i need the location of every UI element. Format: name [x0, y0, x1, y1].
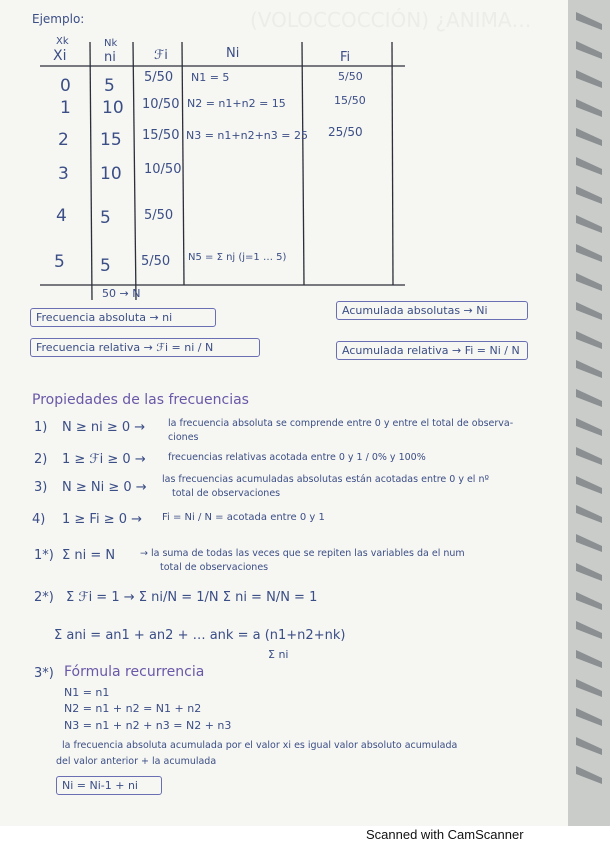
example-title: Ejemplo: — [32, 12, 85, 26]
cell-n: 10 — [102, 98, 124, 118]
cell-n: 10 — [100, 164, 122, 184]
cell-f: 15/50 — [142, 128, 180, 143]
footer-text: Scanned with CamScanner — [366, 827, 524, 842]
cell-n: 5 — [100, 256, 111, 276]
cell-f: 5/50 — [144, 70, 174, 85]
box-acumulada-absolutas: Acumulada absolutas → Ni — [336, 301, 528, 320]
box-acumulada-relativa: Acumulada relativa → Fi = Ni / N — [336, 341, 528, 360]
box-frecuencia-absoluta: Frecuencia absoluta → ni — [30, 308, 216, 327]
header-xk: Xk — [56, 36, 69, 47]
header-ni: ni — [104, 50, 116, 65]
cell-F: 5/50 — [338, 70, 363, 83]
cell-F: 15/50 — [334, 94, 366, 107]
cell-n: 15 — [100, 130, 122, 150]
cell-N: N2 = n1+n2 = 15 — [187, 97, 286, 110]
box-frecuencia-relativa: Frecuencia relativa → ℱi = ni / N — [30, 338, 260, 357]
cell-x: 1 — [60, 98, 71, 118]
properties-title: Propiedades de las frecuencias — [32, 392, 249, 408]
recurrence-title: Fórmula recurrencia — [64, 664, 205, 680]
cell-f: 5/50 — [144, 208, 174, 223]
table-total: 50 → N — [102, 287, 141, 300]
cell-n: 5 — [104, 76, 115, 96]
cell-N: N3 = n1+n2+n3 = 25 — [186, 129, 308, 142]
cell-f: 5/50 — [141, 254, 171, 269]
cell-x: 3 — [58, 164, 69, 184]
cell-N: N1 = 5 — [191, 71, 230, 84]
header-Ni: Ni — [226, 46, 240, 61]
cell-x: 5 — [54, 252, 65, 272]
cell-f: 10/50 — [142, 97, 180, 112]
header-xi: Xi — [53, 48, 67, 64]
cell-n: 5 — [100, 208, 111, 228]
faint-heading: (VOLOCCOCCIÓN) ¿ANIMA… — [250, 8, 532, 32]
header-fi-small: ℱi — [154, 48, 168, 63]
cell-N: N5 = Σ nj (j=1 … 5) — [188, 252, 287, 263]
cell-x: 2 — [58, 130, 69, 150]
recurrence-formula-box: Ni = Ni-1 + ni — [56, 776, 162, 795]
header-nk: Nk — [104, 38, 118, 49]
scanner-footer — [0, 826, 610, 848]
cell-f: 10/50 — [144, 162, 182, 177]
cell-F: 25/50 — [328, 125, 363, 139]
spiral-rings — [572, 12, 606, 812]
cell-x: 0 — [60, 76, 71, 96]
header-Fi: Fi — [340, 50, 351, 65]
cell-x: 4 — [56, 206, 67, 226]
notebook-page: Ejemplo: (VOLOCCOCCIÓN) ¿ANIMA… Xk Xi Nk ni ℱi Ni Fi 0 5 5/50 N1 = 5 5/50 1 10 10/50 N2 = n1+n2 = 15 15/50 2 15 15/50 N3 = n1+n2+n3 = 25 25/50 3 10 10/50 4 5 5/50 5 5 5/50 N5 = Σ nj (j=1 … 5) 50 → N Frecuencia absoluta → ni Frecuencia relativa → ℱi = ni / N Acumulada absolutas → Ni Acumulada relativa → Fi = Ni / N Propiedades de las frecuencias 1) N ≥ ni ≥ 0 → la frecuencia absoluta se comprende entre 0 y entre el total de observa- ciones 2) 1 ≥ ℱi ≥ 0 → frecuencias relativas acotada entre 0 y 1 / 0% y 100% 3) N ≥ Ni ≥ 0 → las frecuencias acumuladas absolutas están acotadas entre 0 y el nº total de observaciones 4) 1 ≥ Fi ≥ 0 → Fi = Ni / N = acotada entre 0 y 1 1*) Σ ni = N → la suma de todas las veces que se repiten las variables da el num total de observaciones 2*) Σ ℱi = 1 → Σ ni/N = 1/N Σ ni = N/N = 1 Σ ani = an1 + an2 + … ank = a (n1+n2+nk) Σ ni 3*) Fórmula recurrencia N1 = n1 N2 = n1 + n2 = N1 + n2 N3 = n1 + n2 + n3 = N2 + n3 la frecuencia absoluta acumulada por el valor xi es igual valor absoluto acumulada del valor anterior + la acumulada Ni = Ni-1 + ni — [0, 0, 570, 830]
